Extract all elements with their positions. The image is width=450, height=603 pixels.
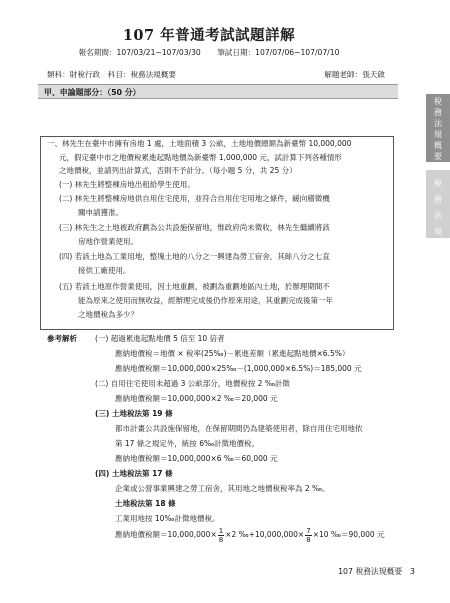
question-item-4: (四) 若該土地為工業用地，整塊土地的八分之一興建為勞工宿舍，其餘八分之七直 (59, 252, 330, 261)
category-subject: 類科：財稅行政 科目：稅務法規概要 (47, 70, 177, 79)
registration-period: 報名期間：107/03/21~107/03/30 (78, 48, 201, 57)
answer-line: 應納地價稅額＝10,000,000×2 ‰＝20,000 元 (115, 394, 278, 403)
fraction-formula (115, 522, 385, 548)
side-tab[interactable] (426, 170, 450, 238)
fraction-one-eighth (218, 527, 224, 544)
answer-line: 都市計畫公共設施保留地，在保留期間仍為建築使用者，除自用住宅用地依 (115, 424, 363, 433)
answer-line: 工業用地按 10‰計徵地價稅。 (115, 514, 220, 523)
question-item-5-cont: 能為原來之使用而無收益，經辦理完成後仍作原來用途，其重劃完成後第一年 (78, 296, 333, 305)
page-footer: 107 稅務法規概要 3 (338, 567, 415, 576)
answer-line: 土地稅法第 18 條 (115, 499, 176, 508)
tab-char: 法 (434, 119, 442, 128)
answer-line: (四) 土地稅法第 17 條 (95, 469, 173, 478)
formula-lead: 應納地價稅額＝10,000,000× (115, 530, 217, 540)
question-item-5: (五) 若該土地原作營業使用，因土地重劃，被劃為重劃地區內土地，於辦理期間不 (59, 282, 330, 291)
question-item-2: (二) 林先生將整棟房地供自用住宅使用，並符合自用住宅用地之條件，緩向稽徵機 (59, 194, 330, 203)
tab-char: 規 (434, 227, 442, 236)
tab-char: 務 (434, 195, 442, 204)
author: 解題老師：張天啟 (324, 70, 385, 79)
question-intro-2: 元，假定臺中市之地價稅累進起點地價為新臺幣 1,000,000 元，試計算下列各種情形 (59, 153, 342, 162)
answer-label: 參考解析 (47, 334, 77, 343)
fraction-denominator: 8 (218, 535, 224, 544)
question-item-5-cont2: 之地價稅為多少？ (78, 310, 138, 319)
answer-line: (二) 自用住宅使用未超過 3 公畝部分，地價稅按 2 ‰計徵 (95, 379, 290, 388)
question-item-4-cont: 接供工廠使用。 (78, 266, 131, 275)
fraction-denominator: 8 (306, 535, 311, 544)
subject-meta (47, 69, 385, 80)
tab-char: 稅 (434, 179, 442, 188)
question-item-2-cont: 關申請獲准。 (78, 208, 123, 217)
answer-line: (一) 超過累進起點地價 5 倍至 10 倍者 (95, 334, 225, 343)
page-title: 107 年普通考試試題詳解 (122, 27, 296, 44)
fraction-numerator: 1 (218, 526, 224, 535)
question-intro-3: 之地價稅，並請列出計算式，否則不予計分。（每小題 5 分，共 25 分） (59, 166, 297, 175)
fraction-seven-eighths (305, 527, 311, 544)
answer-line: (三) 土地稅法第 19 條 (95, 409, 173, 418)
answer-line: 應納地價稅＝地價 × 稅率(25‰)－累進差額（累進起點地價×6.5%） (115, 349, 350, 358)
tab-char: 務 (434, 108, 442, 117)
answer-line: 應納地價稅額＝10,000,000×6 ‰＝60,000 元 (115, 454, 278, 463)
exam-dates (0, 47, 418, 58)
question-item-3: (三) 林先生之土地被政府劃為公共設施保留地，惟政府尚未徵收，林先生繼續將該 (59, 223, 330, 232)
section-heading: 甲、申論題部分：（50 分） (38, 84, 398, 99)
question-item-1: (一) 林先生將整棟房地出租給學生使用。 (59, 180, 195, 189)
answer-line: 第 17 條之規定外，統按 6‰計徵地價稅。 (115, 439, 260, 448)
formula-tail: ×10 ‰＝90,000 元 (312, 530, 385, 540)
question-intro-1: 一、林先生在臺中市擁有房地 1 處，土地面積 3 公畝，土地地價總額為新臺幣 10,000,000 (47, 139, 352, 148)
tab-char: 法 (434, 211, 442, 220)
fraction-numerator: 7 (306, 526, 311, 535)
tab-char: 規 (434, 130, 442, 139)
answer-line: 應納地價稅額＝10,000,000×25‰－(1,000,000×6.5%)＝185,000 元 (115, 364, 362, 373)
tab-char: 稅 (434, 97, 442, 106)
question-item-3-cont: 房地作營業使用。 (78, 237, 138, 246)
tab-char: 要 (434, 152, 442, 161)
formula-mid: ×2 ‰+10,000,000× (225, 530, 305, 540)
tab-char: 概 (434, 141, 442, 150)
exam-period: 筆試日期：107/07/06~107/07/10 (217, 48, 340, 57)
answer-line: 企業或公營事業興建之勞工宿舍，其用地之地價稅稅率為 2 ‰。 (115, 484, 330, 493)
side-tab-active[interactable] (426, 94, 450, 162)
